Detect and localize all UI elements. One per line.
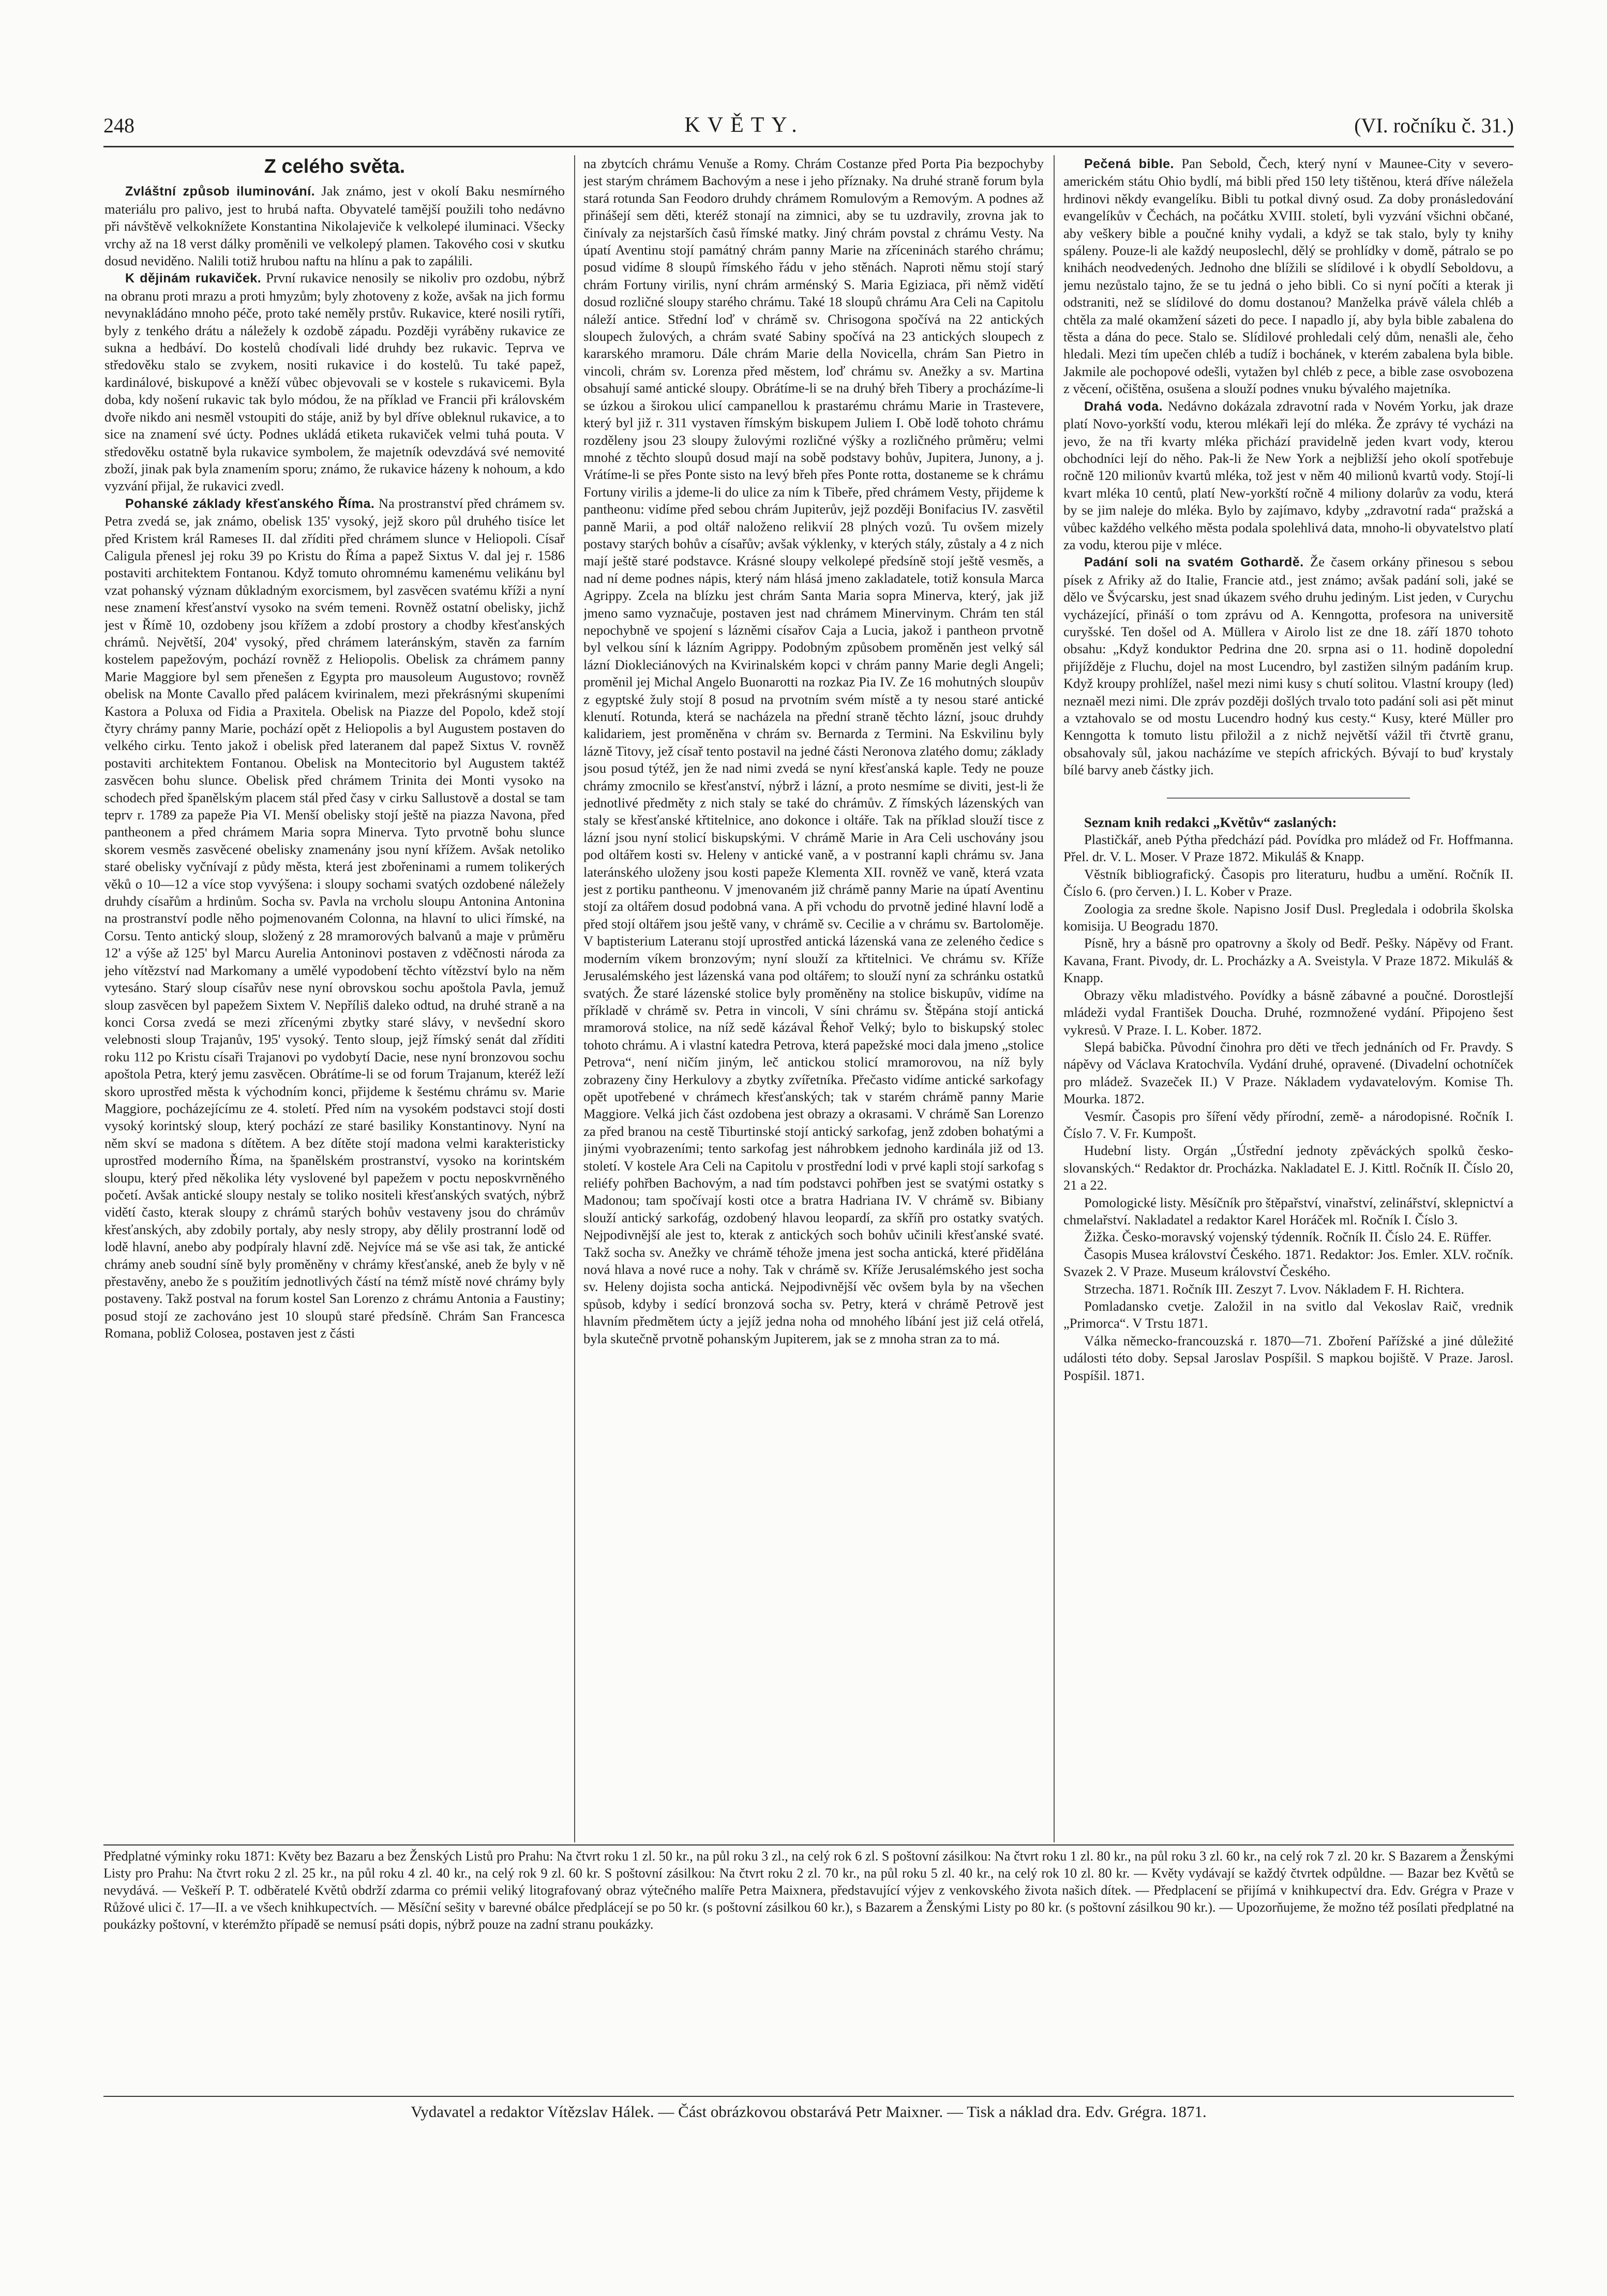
page-header xyxy=(103,101,1514,138)
column-1 xyxy=(104,155,565,1842)
column-2-articles xyxy=(583,155,1044,1347)
article-text: Pan Sebold, Čech, který nyní v Maunee-City v severo-americkém státu Ohio bydlí, má bibli před 150 lety tištěnou, která dříve náležela hrdinovi někdy evangelíku. Bibli tu potkal divný osud. Za doby pronásledování evangelíkův v Čechách, na počátku XVIII. století, byli vyzvání všichni občané, aby veškery bible a poučné knihy vydali, a když se tak stalo, byly ty knihy spáleny. Pouze-li ale každý neuposlechl, dělý se prohlídky v domě, pátralo se po knihách neodvedených. Jednoho dne blížili se slídilové i k obydlí Seboldovu, a jemu nezůstalo tajno, že se tu jedná o jeho bibli. Co si nyní počíti a kterak ji odstraniti, než se slídilové do domu dostanou? Manželka právě válela chléb a chtěla za malé okamžení sázeti do pece. I napadlo jí, aby byla bible zabalena do těsta a dána do pece. Stalo se. Slídilové prohledali celý dům, nenašli ale, čeho hledali. Mezi tím upečen chléb a tudíž i bochánek, v kterém zabalena byla bible. Jakmile ale pochopové odešli, vytažen byl chléb z pece, a bible zase osvobozena z věcení, očištěna, osušena a slouží podnes vnuku bývalého majetníka. xyxy=(1063,156,1513,397)
article-heading: K dějinám rukaviček. xyxy=(125,271,262,286)
article-paragraph xyxy=(1063,398,1513,554)
article-paragraph xyxy=(104,495,565,1342)
article-heading: Pohanské základy křesťanského Říma. xyxy=(125,496,375,511)
subscription-terms xyxy=(103,1848,1514,1933)
article-paragraph xyxy=(1063,553,1513,778)
book-entry: Časopis Musea království Českého. 1871. Redaktor: Jos. Emler. XLV. ročník. Svazek 2. V Praze. Museum království Českého. xyxy=(1063,1246,1513,1280)
book-entry: Pomladansko cvetje. Založil in na svitlo dal Vekoslav Raič, vrednik „Primorca“. V Trstu 1871. xyxy=(1063,1298,1513,1331)
article-paragraph xyxy=(104,183,565,269)
article-paragraph xyxy=(104,269,565,494)
book-entry: Žižka. Česko-moravský vojenský týdenník. Ročník II. Číslo 24. E. Rüffer. xyxy=(1084,1229,1492,1245)
article-text: Jak známo, jest v okolí Baku nesmírného materiálu pro palivo, jest to hrubá nafta. Obyvatelé tamější použili toho nedávno při návštěvě velkoknížete Konstantina Nikolajeviče k velkolepé iluminaci. Všecky vrchy až na 18 verst dálky proměnili ve velkolepý plamen. Takového cosi v skutku dosud neviděno. Nalili totiž hrubou naftu na hlínu a pak to zapálili. xyxy=(104,183,565,269)
column-divider xyxy=(1054,155,1055,1842)
book-entry: Obrazy věku mladistvého. Povídky a básně zábavné a poučné. Dorostlejší mládeži vydal František Doucha. Druhé, rozmnožené vydání. Připojeno šest vykresů. V Praze. I. L. Kober. 1872. xyxy=(1063,987,1513,1038)
issue-label: (VI. ročníku č. 31.) xyxy=(1354,114,1514,137)
books-list-title: Seznam knih redakci „Květův“ zaslaných: xyxy=(1084,814,1337,830)
book-entry: Věstník bibliografický. Časopis pro literaturu, hudbu a umění. Ročník II. Číslo 6. (pro červen.) I. L. Kober v Praze. xyxy=(1063,866,1513,899)
column-3-articles xyxy=(1063,155,1513,779)
article-text: na zbytcích chrámu Venuše a Romy. Chrám Costanze před Porta Pia bezpochyby jest starým chrámem Bachovým a nese i jeho příznaky. Na druhé straně forum byla stará rotunda San Feodoro druhdy chrámem Romulovým a Removým. A podnes až přinášejí sem děti, kteréž stonají na zimnici, aby se tu uzdravily, zrovna jak to činívaly za nejstarších časů římské matky. Jiný chrám povstal z chrámu Vesty. Na úpatí Aventinu stojí památný chrám panny Marie na zříceninách starého chrámu; posud vidíme 8 sloupů římského řádu v jeho stěnách. Naproti němu stojí starý chrám Fortuny virilis, nyní chrám arménský S. Maria Egiziaca, při němž vidětí dosud rozličné sloupy starého chrámu. Také 18 sloupů chrámu Ara Celi na Capitolu náleží antice. Střední loď v chrámě sv. Chrisogona spočívá na 22 antických sloupech žulových, a chrám svaté Sabiny spočívá na 23 antických sloupech z kararského mramoru. Dále chrám Marie della Novicella, chrám San Pietro in vincoli, chrám sv. Lorenza před městem, loď chrámu sv. Anežky a sv. Martina obsahují samé antické sloupy. Obrátíme-li se na druhý břeh Tibery a procházíme-li se úzkou a širokou ulicí campanellou k prastarému chrámu Marie in Trastevere, který byl již r. 311 vystaven římským biskupem Juliem I. Obě lodě tohoto chrámu rozděleny jsou 23 sloupy žulovými rozličné výšky a rozličného průměru; velmi mnohé z těchto sloupů dosud mají na sobě podstavy bohův, Jupitera, Junony, a j. Vrátíme-li se přes Ponte sisto na levý břeh přes Ponte rotta, dostaneme se k chrámu Fortuny virilis a jdeme-li do ulice za ním k Tibeře, před chrámem Vesty, přijdeme k pantheonu: vidíme před sebou chrám Jupiterův, jejž později Bonifacius IV. zasvětil panně Marii, a pod oltář naloženo relikvií 28 plných vozů. Tu ovšem mizely postavy starých bohův a císařův; avšak výklenky, v kterých stály, zůstaly a 4 z nich mají ještě staré podstavce. Krásné sloupy velkolepé předsíně stojí ještě vesměs, a nad ní deme podnes nápis, který nám hlásá jmeno zakladatele, totiž konsula Marca Agrippy. Zcela na blízku jest chrám Santa Maria sopra Minerva, který, jak již jmeno samo vyznačuje, postaven jest nad chrámem Minervinym. Chrám ten stál nepochybně ve spojení s lázněmi císařov Caja a Lucia, jakož i pantheon prvotně byl velkou síní k lázním Agrippy. Podobným způsobem proměněn jest velký sál lázní Diokleciánových na Kvirinalském kopci v chrám panny Marie degli Angeli; proměnil jej Michal Angelo Buonarotti na rozkaz Pia IV. Ze 16 mohutných sloupův z egyptské žuly stojí 8 posud na prvotním svém místě a ty nesou staré antické klenutí. Rotunda, která se nacházela na přední straně těchto lázní, jsouc druhdy kalidariem, jest proměněna v chrám sv. Bernarda z Termini. Na Eskvilinu byly lázně Titovy, jež císař tento postavil na jedné části Neronova zlatého domu; základy jsou posud týtéž, jen že nad nimi zvedá se nyní křesťanská kaple. Tedy ne pouze chrámy zmocnilo se křesťanství, nýbrž i lázní, a proto nesmíme se diviti, jest-li že jednotlivé předměty z nich staly se také do chrámův. Z římských lázenských van staly se křesťanské křtitelnice, ano dokonce i oltáře. Tak na příklad slouží tisce z lázní jsou nyní stolicí biskupskými. V chrámě Marie in Ara Celi uschovány jsou pod oltářem kosti sv. Heleny v antické vaně, a v postranní kapli chrámu sv. Jana lateránského uloženy jsou kosti papeže Klementa XII. rovněž ve vaně, která vzata jest z portiku pantheonu. V jmenovaném již chrámě panny Marie na úpatí Aventinu stojí za oltářem dosud podobná vana. A při vchodu do prvotně jediné hlavní lodě a před stojí oltářem jsou ještě vany, v chrámě sv. Cecilie a v chrámu sv. Bartoloměje. V baptisterium Lateranu stojí uprostřed antická lázenská vana ze zeleného čedice s moderním víkem bronzovým; nyní slouží za křtitelnici. Ve chrámu sv. Kříže Jerusalémského jest lázenská vana pod oltářem; to slouží nyní za schránku ostatků svatých. Že staré lázenské stolice byly proměněny na stolice biskupův, vidíme na příkladě v chrámě sv. Petra in vincoli, V síni chrámu sv. Štěpána stojí antická mramorová stolice, na níž sedě kázával Řehoř Velký; bylo to biskupský stolec tohoto chrámu. A i vlastní katedra Petrova, která papežské moci dala jmeno „stolice Petrova“, není ničím jiným, leč antickou stolicí mramorovou, na níž byly zobrazeny činy Herkulovy a zbytky zvířetníka. Přečasto vidíme antické sarkofagy opět upotřebené v chrámech křesťanských; tak v starém chrámě panny Marie Maggiore. Velká jich část ozdobena jest obrazy a okrasami. V chrámě San Lorenzo za před branou na cestě Tiburtinské stojí antický sarkofag, jenž zdoben bohatými a jinými vyobrazeními; tento sarkofag jest náhrobkem jednoho kardinála již od 13. století. V kostele Ara Celi na Capitolu v prostřední lodi v prvé kapli stojí sarkofag s reliéfy pohřben Bachovým, a nad tím podstavci pohřben jest se svatými ostatky s Madonou; tam spočívají kosti otce a bratra Hadriana IV. V chrámě sv. Bibiany slouží antický sarkofág, ozdobený hlavou leopardí, za skříň pro ostatky svatých. Nejpodivnější ale jest to, kterak z antických soch bohův učinili křesťanské svaté. Takž socha sv. Anežky ve chrámě téhože jmena jest socha antická, které přidělána nová hlava a nové ruce a nohy. Tak v chrámě sv. Kříže Jerusalémského jest socha sv. Heleny dojista socha antická. Nejpodivnější věc ovšem byla by na všechen spůsob, kdyby i sedící bronzová socha sv. Petry, která v chrámě Petrově jest hlavním předmětem úcty a jejíž jedna noha od mnohého líbání jest již celá otřelá, byla skutečně prvotně pohanským Jupiterem, jak se z mnoha stran za to má. xyxy=(583,156,1044,1346)
footer-rule-bottom xyxy=(103,2096,1514,2097)
article-text: Nedávno dokázala zdravotní rada v Novém Yorku, jak draze platí Novo-yorkští vodu, kterou mlékaři lejí do mléka. Že zprávy té vycházi na jevo, že na tři kvarty mléka přichází pravidelně jeden kvart vody, kterou obchodníci lejí do něho. Pak-li že New York a nejbližší jeho okolí spotřebuje ročně 120 milionův kvartů mléka, tož jest v něm 40 milionů kvartů vody. Stojí-li kvart mléka 10 centů, platí New-yorkští ročně 4 miliony dolarův za vodu, která by se jim naleje do mléka. Bylo by zajímavo, kdyby „zdravotní rada“ pražská a vůbec každého velkého města podala spolehlivá data, mnoho-li obyvatelstvo platí za vodu, kterou pije v mléce. xyxy=(1063,398,1513,552)
article-text: Že časem orkány přinesou s sebou písek z Afriky až do Italie, Francie atd., jest známo; avšak padání soli, jaké se dělo ve Švýcarsku, jest snad úkazem svého druhu jediným. List jeden, v Curychu vycházející, přináší o tom zprávu od A. Kenngotta, profesora na universitě curyšské. Ten došel od A. Müllera v Airolo list ze dne 18. září 1870 tohoto obsahu: „Když konduktor Pedrina dne 20. srpna asi o 11. hodině dopolední přijížděje z Fluchu, dojel na most Lucendro, byl zastižen silným padáním krup. Když kroupy prohlížel, našel mezi nimi kusy s chutí solitou. Vlastní kroupy (led) neznaěl mezi nimi. Dle zpráv později došlých trvalo toto padání soli asi pět minut a vztahovalo se od mostu Lucendro hodný kus cesty.“ Kusy, které Müller pro Kenngotta k tomuto listu přiložil a z nichž největší vážil tři čtvrtě granu, obsahovaly sůl, jakou nacházíme ve stepích afrických. Bývají to buď krystaly bílé barvy aneb částky jich. xyxy=(1063,554,1513,778)
column-divider xyxy=(574,155,575,1842)
footer-rule xyxy=(103,1844,1514,1845)
book-entry: Válka německo-francouzská r. 1870—71. Zboření Pařížské a jiné důležité události této doby. Sepsal Jaroslav Pospíšil. S mapkou bojiště. V Praze. Jarosl. Pospíšil. 1871. xyxy=(1063,1332,1513,1383)
page-number: 248 xyxy=(103,114,134,137)
article-heading: Pečená bible. xyxy=(1084,157,1175,171)
article-text: Na prostranství před chrámem sv. Petra zvedá se, jak známo, obelisk 135' vysoký, jejž skoro půl druhého tisíce let před Kristem král Rameses II. dal zříditi před chrámem slunce v Heliopoli. Císař Caligula přenesl jej roku 39 po Kristu do Říma a papež Sixtus V. dal jej r. 1586 postaviti architektem Fontanou. Když tomuto ohromnému kamenému velikánu byl vzat pohanský význam důkladným exorcismem, byl zasvěcen svatému kříži a nyní nese znamení křesťanství vysoko na svém temeni. Rovněž ostatní obelisky, jichž jest v Římě 10, ozdobeny jsou křížem a zdobí prostory a chodby křesťanských chrámů. Největší, 204' vysoký, před chrámem lateránským, stavěn za farním kostelem papežovým, pochází rovněž z Heliopolis. Obelisk za chrámem panny Marie Maggiore byl sem přenešen z Egypta pro mausoleum Augustovo; rovněž obelisk na Monte Cavallo před palácem kvirinalem, mezi překrásnými skupeními Kastora a Poluxa od Fidia a Praxitela. Obelisk na Piazze del Popolo, kdež stojí čtyry chrámy panny Marie, pochází opět z Heliopolis a byl Augustem postaven do velkého cirku. Tento jakož i obelisk před lateranem dal papež Sixtus V. rovněž postaviti architektem Fontanou. Obelisk na Montecitorio byl Augustem taktéž zasvěcen bohu slunce. Obelisk před chrámem Trinita dei Monti vysoko na schodech před španělským placem stál před časy v cirku Sallustově a dostal se tam teprv r. 1789 za papeže Pia VI. Menší obelisky stojí ještě na piazza Navona, před pantheonem a před chrámem Maria sopra Minerva. Tyto prvotně bohu slunce skorem vesměs zasvěcené obelisky znamenány jsou nyní křížem. Avšak netoliko staré obelisky vyčnívají z půdy města, která jest zbořeninami a rumem tolikerých věků o 10—12 a více stop vyvýšena: i sloupy sochami svatých ozdobené náležely druhdy císařům a hrdinům. Socha sv. Pavla na vrcholu sloupu Antonina Antonina na prostranství podle něho pojmenovaném Colonna, na hlavní to ulici římské, na Corsu. Tento antický sloup, složený z 28 mramorových balvanů a maje v průměru 12' a výše až 125' byl Marcu Aurelia Antoninovi postaven z vděčnosti národa za jeho vítězství nad Markomany a umělé vypodobení těchto vítězství bylo na něm vytesáno. Starý sloup císařův nese nyní obrovskou sochu apoštola Pavla, jemuž sloup zasvěcen byl papežem Sixtem V. Nepříliš daleko odtud, na druhé straně a na konci Corsa zvedá se mezi zřícenými zbytky staré slávy, v nevšední skoro velebnosti sloup Trajanův, 195' vysoký. Tento sloup, jejž římský senát dal zříditi roku 112 po Kristu císaři Trajanovi po vydobytí Dacie, nese nyní bronzovou sochu apoštola Petra, který jemu zasvěcen. Obrátíme-li se od forum Trajanum, kteréž leží skoro uprostřed města k východním konci, přijdeme k šestému chrámu sv. Marie Maggiore, pocházejícímu ze 4. století. Před ním na vysokém podstavci stojí dosti vysoký korintský sloup, který pochází ze staré basiliky Konstantinovy. Nyní na něm skví se madona s dítětem. A bez dítěte stojí madona velmi karakteristicky uprostřed moderního Říma, na španělském prostranství, vysoko na korintském sloupu, který před několika léty vyslovené byl papežem v poctu neposkvrněného početí. Avšak antické sloupy nestaly se toliko nositeli křesťanských svatých, nýbrž vidětí často, kterak sloupy z chrámů starých bohův vestaveny jsou do chrámův křesťanských, aby zdobily portaly, aby nesly stropy, aby dělily prostranní lodě od lodě hlavní, anebo aby podpíraly hlavní zdě. Nejvíce má se vše asi tak, že antické chrámy aneb soudní síně byly proměněny v chrámy křesťanské, aneb že byly v ně přestavěny, anebo že s použitím jednotlivých částí na témž místě nové chrámy byly postaveny. Takž postval na forum kostel San Lorenzo z chrámu Antonia a Faustiny; posud stojí ze zachováno jest 10 sloupů staré předsíně. Chrám San Francesca Romana, pobliž Colosea, postaven jest z části xyxy=(104,495,565,1341)
header-rule xyxy=(103,146,1514,147)
article-heading: Drahá voda. xyxy=(1084,399,1163,414)
book-entry: Slepá babička. Původní činohra pro děti ve třech jednáních od Fr. Pravdy. S nápěvy od Václava Kratochvíla. Vydání druhé, opravené. (Divadelní ochotníček pro mládež. Svazeček II.) V Praze. Nákladem vydavatelovým. Komise Th. Mourka. 1872. xyxy=(1063,1039,1513,1107)
book-entry: Zoologia za sredne škole. Napisno Josif Dusl. Pregledala i odobrila školska komisija. U Beogradu 1870. xyxy=(1063,901,1513,934)
book-entry: Strzecha. 1871. Ročník III. Zeszyt 7. Lvov. Nákladem F. H. Richtera. xyxy=(1084,1281,1465,1297)
article-text: První rukavice nenosily se nikoliv pro ozdobu, nýbrž na obranu proti mrazu a proti hmyzům; byly zhotoveny z kože, avšak na jich formu nevynakládáno mnoho péče, proto také neměly prstův. Rukavice, které nosili rytíři, byly z tenkého drátu a náležely k ozdobě západu. Později vyráběny rukavice ze sukna a hedbáví. Do kostelů chodívali lidé druhdy bez rukavic. Teprva ve středověku stalo se zvykem, nositi rukavice i do kostelů. Tu také papež, kardinálové, biskupové a kněží vůbec objevovali se v kostele s rukavicemi. Byla doba, kdy nošení rukavic tak bylo módou, že na příklad ve Francii při královském dvoře nikdo ani nesměl vstoupiti do stáje, aniž by byl dříve obleknul rukavice, a to sice na znamení své úcty. Podnes ukládá etiketa rukaviček velmi tuhá pouta. V středověku ostatně byla rukavice symbolem, že majetník odevzdává své nemovité zboží, jinak pak byla znamením sporu; známo, že rukavice házeny k nohoum, a kdo vyzvání přijal, že rukavici zvedl. xyxy=(104,270,565,494)
article-heading: Padání soli na svatém Gothardě. xyxy=(1084,555,1304,570)
subscription-text: Předplatné výminky roku 1871: Květy bez Bazaru a bez Ženských Listů pro Prahu: Na čtvrt roku 1 zl. 50 kr., na půl roku 3 zl., na celý rok 6 zl. S poštovní zásilkou: Na čtvrt roku 1 zl. 80 kr., na půl roku 3 zl. 60 kr., na celý rok 7 zl. 20 kr. S Bazarem a Ženskými Listy pro Prahu: Na čtvrt roku 2 zl. 25 kr., na půl roku 4 zl. 40 kr., na celý rok 9 zl. 60 kr. S poštovní zásilkou: Na čtvrt roku 2 zl. 70 kr., na půl roku 5 zl. 40 kr., na celý rok 10 zl. 80 kr. — Květy vydávají se každý čtvrtek odpůldne. — Bazar bez Květů se nevydává. — Veškeří P. T. odběratelé Květů obdrží zdarma co prémii veliký litografovaný obraz výtečného malíře Petra Maixnera, představující výjev z venkovského života našich dítek. — Předplacení se přijímá v knihkupectví dra. Edv. Grégra v Praze v Růžové ulici č. 17—II. a ve všech knihkupectvích. — Měsíční sešity v barevné obálce předplácejí se po 50 kr. (s poštovní zásilkou 60 kr.), s Bazarem a Ženskými Listy po 80 kr. (s poštovní zásilkou 90 kr.). — Upozorňujeme, že možno též posílati předplatné na poukázky poštovní, v kterémžto případě se nemusí psáti dopis, nýbrž pouze na zadní stranu poukázky. xyxy=(103,1849,1514,1932)
books-list xyxy=(1063,831,1513,1384)
magazine-title: KVĚTY. xyxy=(684,113,804,137)
book-entry: Plastičkář, aneb Pýtha předchází pád. Povídka pro mládež od Fr. Hoffmanna. Přel. dr. V. L. Moser. V Praze 1872. Mikuláš & Knapp. xyxy=(1063,832,1513,865)
book-entry: Vesmír. Časopis pro šíření vědy přírodní, země- a národopisné. Ročník I. Číslo 7. V. Fr. Kumpošt. xyxy=(1063,1108,1513,1141)
book-entry: Písně, hry a básně pro opatrovny a školy od Bedř. Pešky. Nápěvy od Frant. Kavana, Frant. Pivody, dr. L. Procházky a A. Sveistyla. V Praze 1872. Mikuláš & Knapp. xyxy=(1063,935,1513,986)
book-entry: Pomologické listy. Měsíčník pro štěpařství, vinařství, zelinářství, sklepnictví a chmelařství. Nakladatel a redaktor Karel Horáček ml. Ročník I. Číslo 3. xyxy=(1063,1194,1513,1227)
book-entry: Hudební listy. Orgán „Ústřední jednoty zpěváckých spolků česko-slovanských.“ Redaktor dr. Procházka. Nakladatel E. J. Kittl. Ročník II. Číslo 20, 21 a 22. xyxy=(1063,1143,1513,1193)
article-paragraph xyxy=(583,155,1044,1347)
column-1-articles xyxy=(104,183,565,1342)
books-separator xyxy=(1167,798,1410,799)
article-heading: Zvláštní způsob iluminování. xyxy=(125,184,316,199)
column-2 xyxy=(583,155,1044,1842)
column-3 xyxy=(1063,155,1513,1842)
publisher-line: Vydavatel a redaktor Vítězslav Hálek. — Část obrázkovou obstarává Petr Maixner. — Tisk a náklad dra. Edv. Grégra. 1871. xyxy=(411,2103,1207,2121)
article-paragraph xyxy=(1063,155,1513,398)
section-title: Z celého světa. xyxy=(264,156,405,177)
